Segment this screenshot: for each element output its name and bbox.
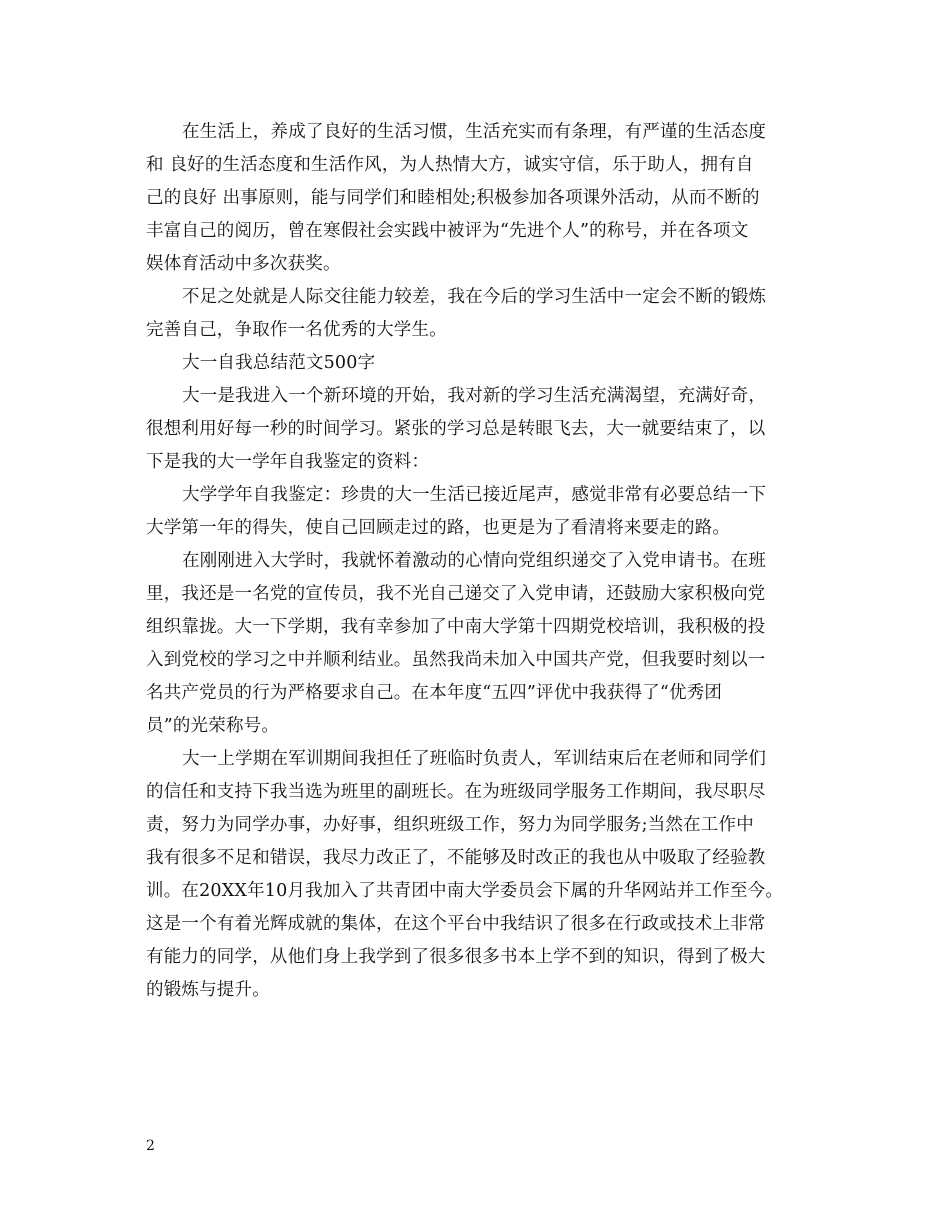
body-text-line: 在刚刚进入大学时，我就怀着激动的心情向党组织递交了入党申请书。在班 xyxy=(182,551,767,571)
body-text-line: 名共产党员的行为严格要求自己。在本年度“五四”评优中我获得了“优秀团 xyxy=(146,683,723,703)
body-text-line: 责，努力为同学办事，办好事，组织班级工作，努力为同学服务;当然在工作中 xyxy=(146,815,754,835)
body-text-line: 不足之处就是人际交往能力较差，我在今后的学习生活中一定会不断的锻炼 xyxy=(182,287,767,307)
body-text-line: 里，我还是一名党的宣传员，我不光自己递交了入党申请，还鼓励大家积极向党 xyxy=(146,584,766,604)
body-text-line: 有能力的同学，从他们身上我学到了很多很多书本上学不到的知识，得到了极大 xyxy=(146,947,766,967)
document-body xyxy=(146,116,806,1007)
body-text-line: 大一上学期在军训期间我担任了班临时负责人，军训结束后在老师和同学们 xyxy=(182,749,767,769)
page-number: 2 xyxy=(146,1138,155,1154)
body-text-line: 大学学年自我鉴定：珍贵的大一生活已接近尾声，感觉非常有必要总结一下 xyxy=(182,485,767,505)
body-text-line: 的信任和支持下我当选为班里的副班长。在为班级同学服务工作期间，我尽职尽 xyxy=(146,782,766,802)
body-text-line: 这是一个有着光辉成就的集体，在这个平台中我结识了很多在行政或技术上非常 xyxy=(146,914,766,934)
body-text-line: 己的良好 出事原则，能与同学们和睦相处;积极参加各项课外活动，从而不断的 xyxy=(146,188,760,208)
body-text-line: 在生活上，养成了良好的生活习惯，生活充实而有条理，有严谨的生活态度 xyxy=(182,122,767,142)
body-text-line: 入到党校的学习之中并顺利结业。虽然我尚未加入中国共产党，但我要时刻以一 xyxy=(146,650,766,670)
body-text-line: 丰富自己的阅历，曾在寒假社会实践中被评为“先进个人”的称号，并在各项文 xyxy=(146,221,749,241)
body-text-line: 娱体育活动中多次获奖。 xyxy=(146,254,341,274)
body-text-line: 和 良好的生活态度和生活作风，为人热情大方，诚实守信，乐于助人，拥有自 xyxy=(146,155,754,175)
body-text-line: 完善自己，争取作一名优秀的大学生。 xyxy=(146,320,447,340)
section-heading: 大一自我总结范文500字 xyxy=(182,353,376,373)
body-text-line: 员”的光荣称号。 xyxy=(146,716,280,736)
body-text-line: 很想利用好每一秒的时间学习。紧张的学习总是转眼飞去，大一就要结束了，以 xyxy=(146,419,766,439)
body-text-line: 训。在20XX年10月我加入了共青团中南大学委员会下属的升华网站并工作至今。 xyxy=(146,881,784,901)
body-text-line: 组织靠拢。大一下学期，我有幸参加了中南大学第十四期党校培训，我积极的投 xyxy=(146,617,766,637)
body-text-line: 下是我的大一学年自我鉴定的资料： xyxy=(146,452,430,472)
body-text-line: 我有很多不足和错误，我尽力改正了，不能够及时改正的我也从中吸取了经验教 xyxy=(146,848,766,868)
body-text-line: 大学第一年的得失，使自己回顾走过的路，也更是为了看清将来要走的路。 xyxy=(146,518,731,538)
body-text-line: 的锻炼与提升。 xyxy=(146,980,270,1000)
body-text-line: 大一是我进入一个新环境的开始，我对新的学习生活充满渴望，充满好奇， xyxy=(182,386,767,406)
